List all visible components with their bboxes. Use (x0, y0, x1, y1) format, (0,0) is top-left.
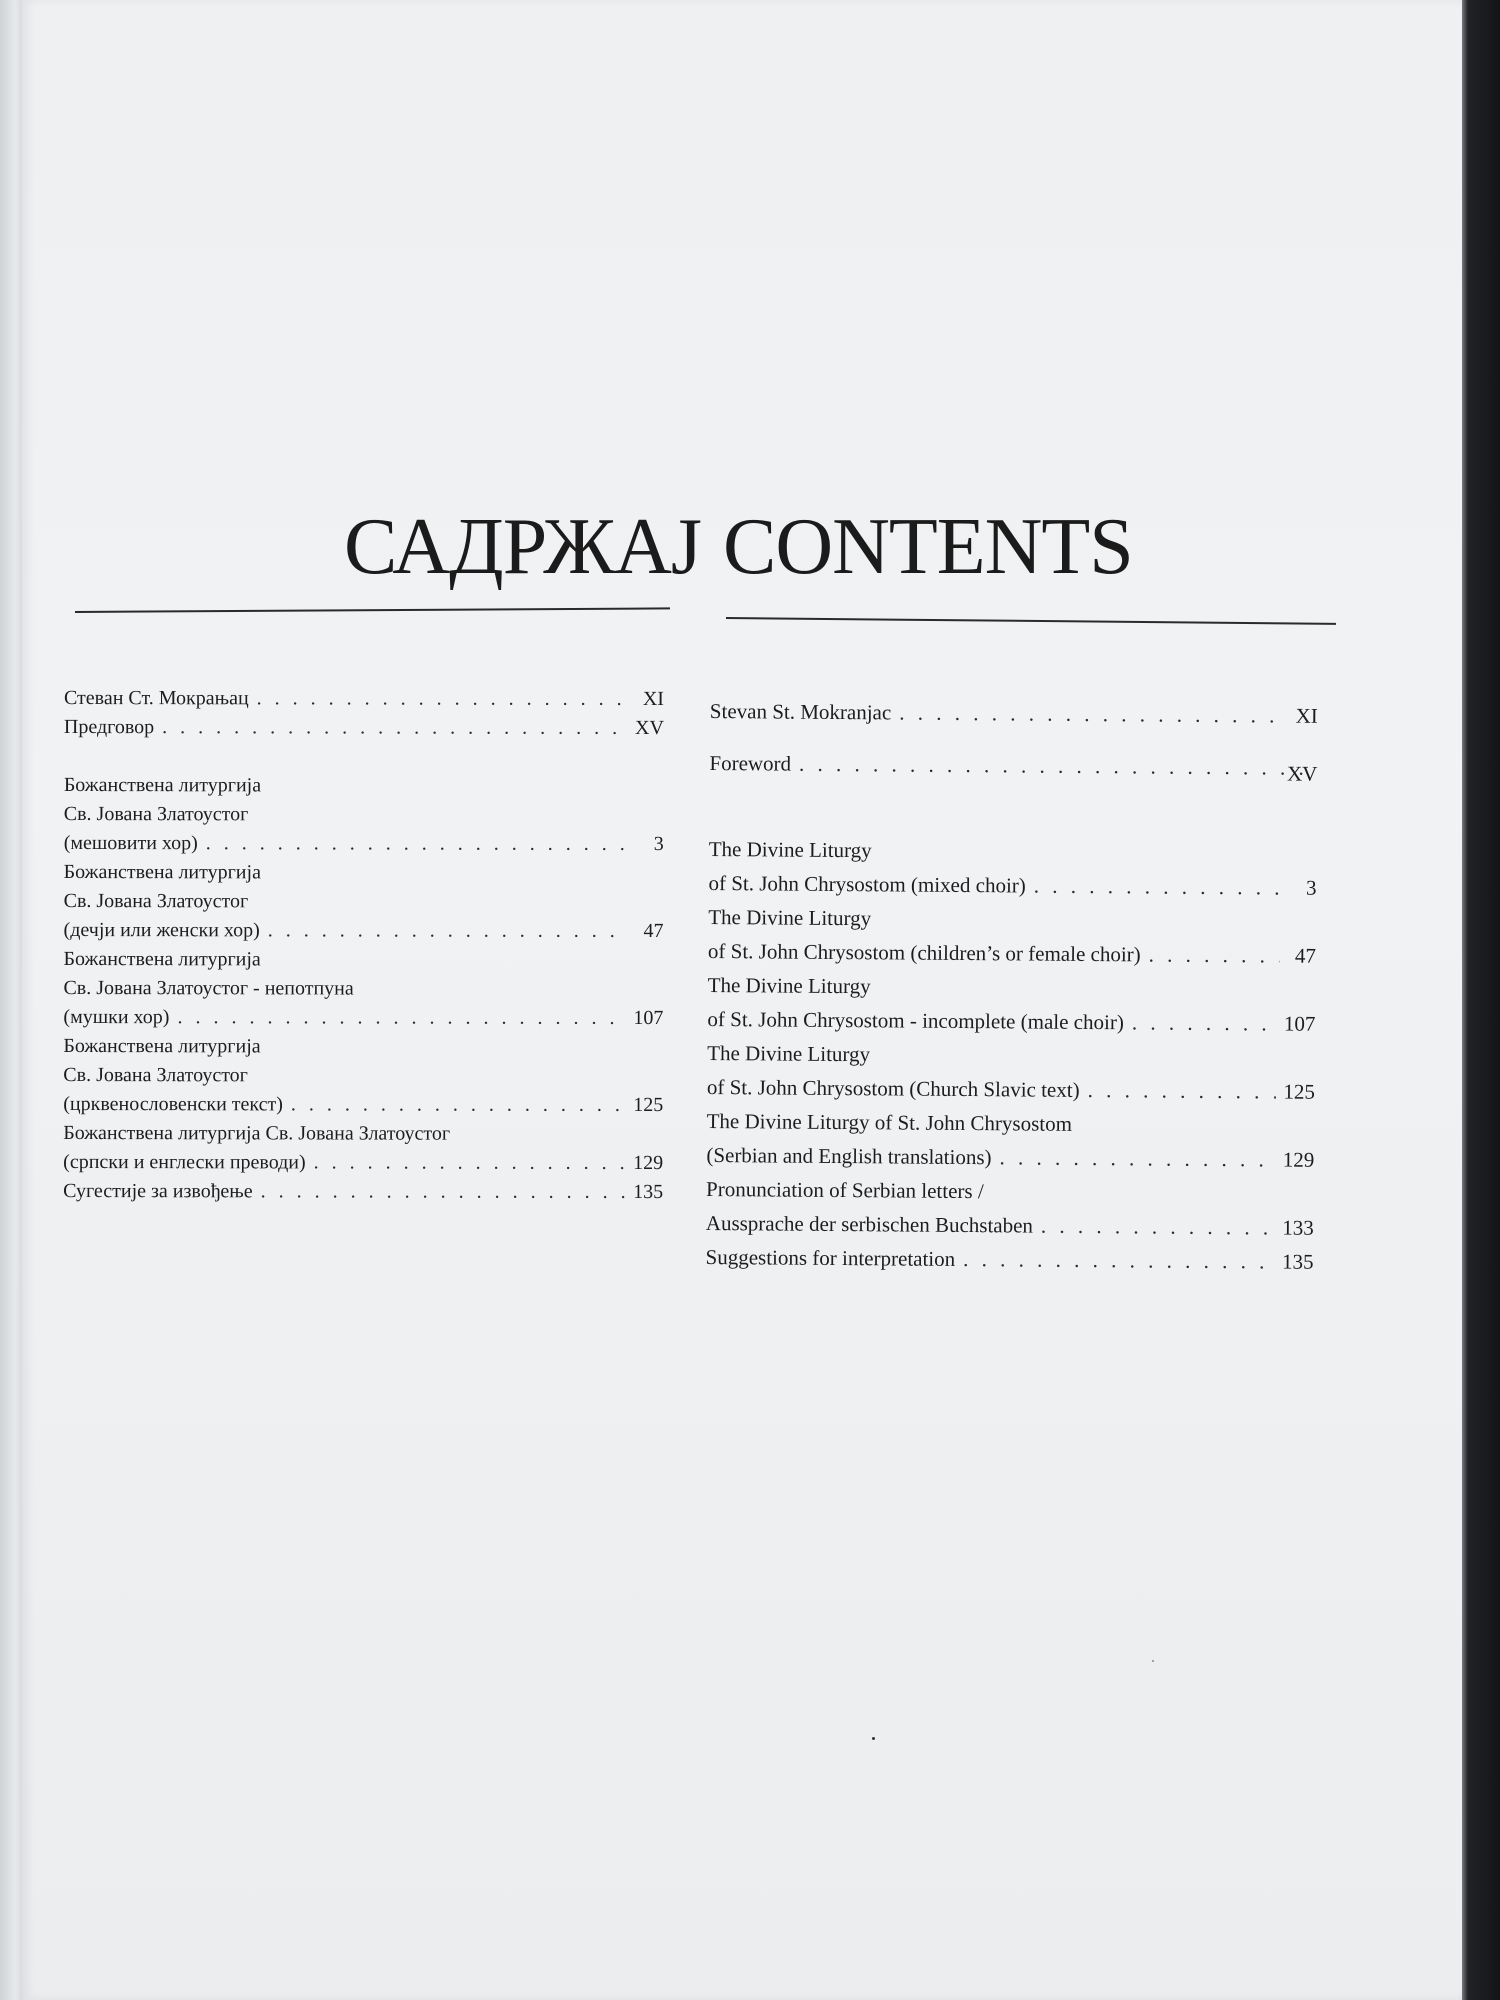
entry-page: 125 (1283, 1079, 1315, 1104)
dot-leader (291, 1090, 625, 1120)
entry-page: 135 (633, 1180, 664, 1204)
entry-title: of St. John Chrysostom - incomplete (male choir) (707, 1006, 1124, 1035)
dot-leader (1034, 869, 1281, 905)
toc-entry (710, 694, 1318, 733)
toc-entry (63, 1119, 663, 1178)
entry-page: 125 (633, 1093, 664, 1117)
entry-page: 107 (1283, 1011, 1316, 1036)
toc-entry (709, 728, 1317, 785)
entry-page: XI (1295, 703, 1318, 728)
entry-title: Божанствена литургија (63, 947, 261, 971)
entry-title: (Serbian and English translations) (706, 1142, 992, 1170)
toc-entry (707, 1036, 1316, 1109)
entry-title: Pronunciation of Serbian letters / (706, 1176, 984, 1204)
dot-leader (1132, 1005, 1276, 1040)
entry-page: 47 (1294, 943, 1317, 968)
entry-title: of St. John Chrysostom (children’s or female choir) (707, 938, 1141, 967)
entry-title: (српски и енглески преводи) (63, 1150, 306, 1174)
toc-entry (64, 713, 664, 743)
entry-page: 47 (643, 920, 664, 943)
dot-leader (314, 1148, 626, 1178)
entry-title: (црквенословенски текст) (63, 1092, 283, 1116)
toc-entry (64, 858, 664, 946)
entry-title: Suggestions for interpretation (705, 1244, 956, 1271)
serbian-toc (63, 684, 664, 1207)
dot-leader (162, 713, 627, 743)
entry-title: Св. Јована Златоустог (63, 802, 249, 826)
dot-leader (268, 916, 628, 946)
toc-entry (63, 1177, 663, 1207)
entry-title: Божанствена литургија (63, 860, 261, 884)
entry-title: Foreword (709, 750, 792, 776)
toc-entry (708, 900, 1317, 973)
entry-page: 129 (633, 1151, 664, 1175)
entry-page: 135 (1281, 1249, 1314, 1274)
entry-title: Сугестије за извођење (63, 1179, 253, 1203)
entry-page: 3 (1305, 875, 1317, 900)
dot-leader (799, 747, 1310, 785)
paper-speck (872, 1737, 875, 1740)
toc-entry (63, 1032, 663, 1120)
heading-serbian: САДРЖАЈ (344, 503, 701, 591)
toc-entry (707, 968, 1316, 1041)
entry-title: The Divine Liturgy of St. John Chrysostom (706, 1108, 1073, 1136)
entry-page: XV (1286, 761, 1318, 786)
toc-entry (64, 771, 664, 859)
toc-entry (63, 945, 663, 1033)
dot-leader (899, 695, 1282, 732)
entry-title: of St. John Chrysostom (mixed choir) (708, 870, 1026, 898)
entry-title: Св. Јована Златоустог (63, 1063, 248, 1087)
dot-leader (963, 1242, 1274, 1278)
dot-leader (999, 1140, 1275, 1176)
entry-page: XI (642, 688, 664, 711)
entry-title: The Divine Liturgy (707, 1040, 871, 1067)
entry-page: XV (635, 716, 664, 740)
toc-entry (64, 684, 664, 714)
entry-title: Aussprache der serbischen Buchstaben (705, 1210, 1034, 1238)
entry-page: 129 (1282, 1147, 1315, 1172)
entry-title: Стеван Ст. Мокрањац (63, 687, 249, 710)
entry-title: Предговор (63, 715, 155, 739)
entry-title: Божанствена литургија (63, 1034, 261, 1058)
paper-speck (1152, 1660, 1154, 1662)
toc-entry (708, 832, 1317, 905)
book-spine (0, 0, 22, 2000)
entry-title: (дечји или женски хор) (63, 918, 260, 942)
entry-title: Св. Јована Златоустог (63, 889, 249, 913)
entry-title: The Divine Liturgy (708, 904, 872, 931)
dot-leader (1041, 1209, 1275, 1245)
entry-title: The Divine Liturgy (708, 836, 872, 863)
entry-title: (мушки хор) (63, 1005, 170, 1029)
dot-leader (177, 1003, 625, 1033)
entry-title: Stevan St. Mokranjac (709, 698, 892, 725)
entry-title: (мешовити хор) (63, 831, 198, 855)
entry-title: of St. John Chrysostom (Church Slavic text) (706, 1074, 1080, 1102)
dot-leader (206, 829, 628, 859)
toc-entry (706, 1172, 1315, 1245)
entry-title: Божанствена литургија Св. Јована Златоустог (63, 1121, 451, 1145)
dot-leader (1149, 937, 1280, 972)
entry-title: The Divine Liturgy (707, 972, 871, 999)
entry-page: 133 (1282, 1215, 1314, 1240)
english-toc (705, 694, 1318, 1279)
entry-page: 107 (633, 1006, 664, 1030)
entry-title: Божанствена литургија (63, 773, 262, 797)
dot-leader (261, 1177, 626, 1207)
entry-page: 3 (653, 833, 664, 856)
entry-title: Св. Јована Златоустог - непотпуна (63, 976, 354, 1000)
toc-entry (705, 1240, 1313, 1279)
dot-leader (1088, 1073, 1276, 1108)
toc-entry (706, 1104, 1315, 1177)
heading-english: CONTENTS (723, 503, 1133, 591)
dot-leader (257, 684, 628, 714)
